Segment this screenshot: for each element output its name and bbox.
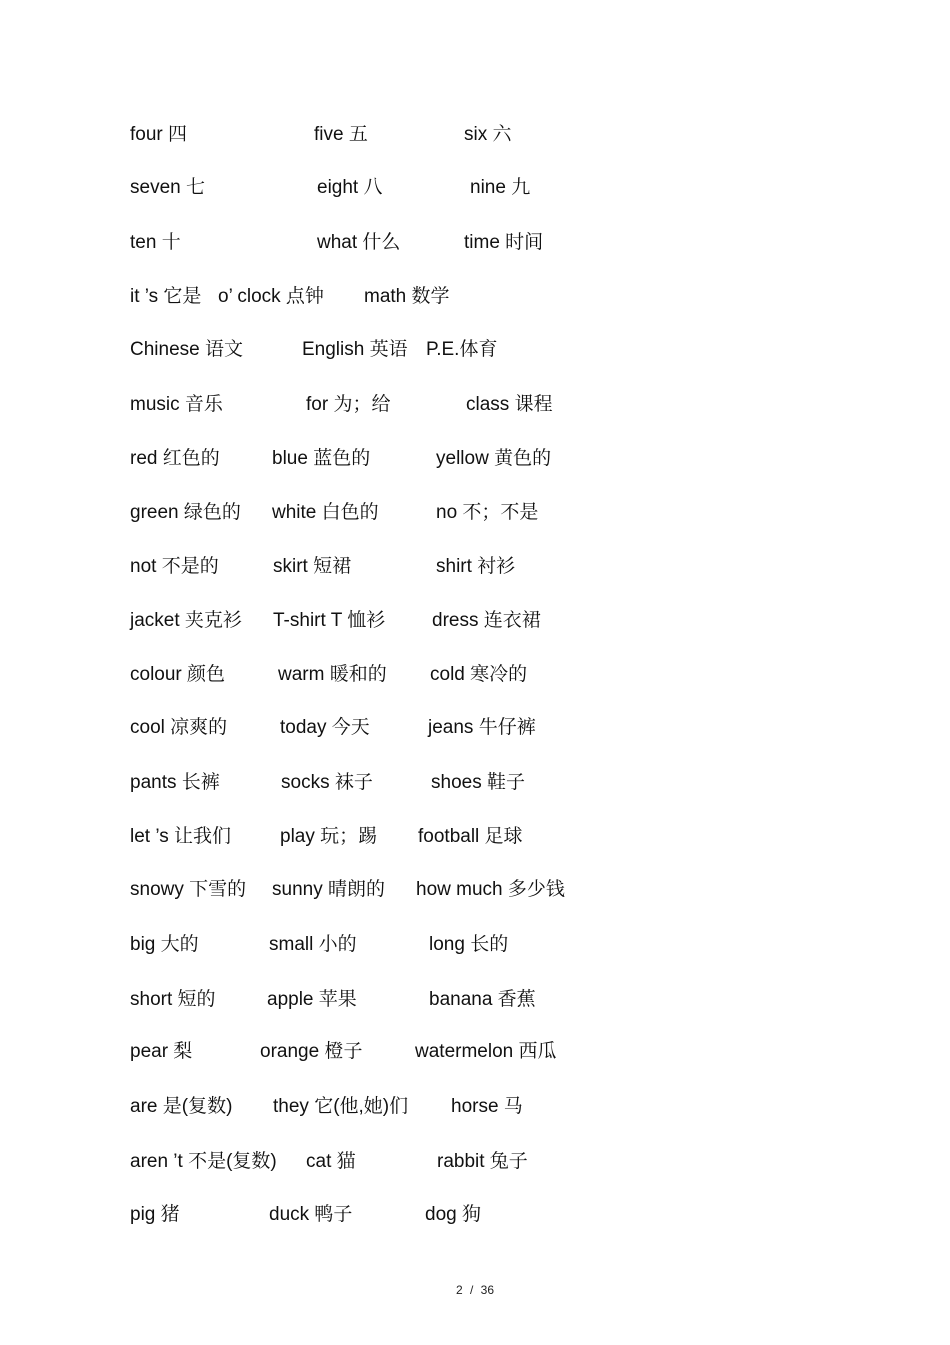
vocab-entry: o’ clock 点钟 xyxy=(218,286,324,307)
vocab-row xyxy=(0,444,950,474)
vocab-entry: let ’s 让我们 xyxy=(130,826,232,847)
vocab-entry: eight 八 xyxy=(317,177,383,198)
vocab-entry: orange 橙子 xyxy=(260,1041,363,1062)
vocab-entry: watermelon 西瓜 xyxy=(415,1041,557,1062)
vocab-entry: green 绿色的 xyxy=(130,502,241,523)
vocab-row xyxy=(0,606,950,636)
vocab-entry: warm 暖和的 xyxy=(278,664,387,685)
vocab-entry: colour 颜色 xyxy=(130,664,226,685)
vocab-entry: nine 九 xyxy=(470,177,531,198)
vocab-entry: four 四 xyxy=(130,124,188,145)
vocab-entry: aren ’t 不是(复数) xyxy=(130,1151,277,1172)
vocab-entry: socks 袜子 xyxy=(281,772,373,793)
vocab-entry: how much 多少钱 xyxy=(416,879,565,900)
vocab-row xyxy=(0,173,950,203)
vocab-entry: cold 寒冷的 xyxy=(430,664,528,685)
vocab-row xyxy=(0,335,950,365)
vocab-entry: yellow 黄色的 xyxy=(436,448,552,469)
vocab-entry: red 红色的 xyxy=(130,448,220,469)
vocab-entry: apple 苹果 xyxy=(267,989,357,1010)
vocab-row xyxy=(0,660,950,690)
vocab-entry: duck 鸭子 xyxy=(269,1204,353,1225)
vocab-entry: it ’s 它是 xyxy=(130,286,202,307)
vocab-entry: time 时间 xyxy=(464,232,544,253)
vocab-entry: jeans 牛仔裤 xyxy=(428,717,536,738)
current-page-number: 2 xyxy=(455,1283,463,1297)
vocab-entry: they 它(他,她)们 xyxy=(273,1096,409,1117)
vocab-row xyxy=(0,228,950,258)
total-page-count: 36 xyxy=(480,1283,495,1297)
vocab-row xyxy=(0,768,950,798)
vocab-entry: white 白色的 xyxy=(272,502,379,523)
vocab-entry: play 玩；踢 xyxy=(280,826,378,847)
vocab-row xyxy=(0,985,950,1015)
vocab-row xyxy=(0,1037,950,1067)
vocab-entry: big 大的 xyxy=(130,934,199,955)
vocab-entry: math 数学 xyxy=(364,286,450,307)
vocab-entry: small 小的 xyxy=(269,934,357,955)
vocab-entry: football 足球 xyxy=(418,826,523,847)
vocab-entry: not 不是的 xyxy=(130,556,219,577)
vocab-entry: what 什么 xyxy=(317,232,401,253)
vocab-entry: rabbit 兔子 xyxy=(437,1151,528,1172)
vocab-row xyxy=(0,822,950,852)
vocab-entry: music 音乐 xyxy=(130,394,223,415)
page-number xyxy=(0,1281,950,1299)
vocab-entry: cat 猫 xyxy=(306,1151,356,1172)
vocab-entry: ten 十 xyxy=(130,232,181,253)
vocab-entry: P.E.体育 xyxy=(426,339,498,360)
vocab-entry: dog 狗 xyxy=(425,1204,481,1225)
vocab-row xyxy=(0,1147,950,1177)
vocab-entry: English 英语 xyxy=(302,339,408,360)
vocab-row xyxy=(0,498,950,528)
vocab-entry: sunny 晴朗的 xyxy=(272,879,385,900)
page-separator: / xyxy=(469,1283,474,1297)
vocab-entry: six 六 xyxy=(464,124,512,145)
vocab-entry: pants 长裤 xyxy=(130,772,220,793)
vocab-row xyxy=(0,282,950,312)
vocab-entry: cool 凉爽的 xyxy=(130,717,228,738)
vocab-entry: pig 猪 xyxy=(130,1204,180,1225)
vocab-row xyxy=(0,713,950,743)
vocab-row xyxy=(0,390,950,420)
vocab-entry: shoes 鞋子 xyxy=(431,772,525,793)
vocab-entry: for 为；给 xyxy=(306,394,391,415)
vocab-entry: long 长的 xyxy=(429,934,509,955)
vocab-entry: shirt 衬衫 xyxy=(436,556,516,577)
vocab-entry: dress 连衣裙 xyxy=(432,610,541,631)
vocab-entry: skirt 短裙 xyxy=(273,556,352,577)
vocab-row xyxy=(0,875,950,905)
vocab-entry: are 是(复数) xyxy=(130,1096,233,1117)
vocab-row xyxy=(0,930,950,960)
vocab-entry: class 课程 xyxy=(466,394,553,415)
vocab-entry: banana 香蕉 xyxy=(429,989,536,1010)
vocab-entry: blue 蓝色的 xyxy=(272,448,371,469)
vocab-entry: T-shirt T 恤衫 xyxy=(273,610,386,631)
vocab-entry: no 不；不是 xyxy=(436,502,539,523)
vocab-entry: five 五 xyxy=(314,124,368,145)
vocab-row xyxy=(0,1092,950,1122)
vocab-entry: Chinese 语文 xyxy=(130,339,243,360)
vocab-entry: jacket 夹克衫 xyxy=(130,610,242,631)
vocab-entry: pear 梨 xyxy=(130,1041,193,1062)
vocab-entry: seven 七 xyxy=(130,177,205,198)
vocab-entry: short 短的 xyxy=(130,989,216,1010)
vocab-row xyxy=(0,1200,950,1230)
vocab-row xyxy=(0,552,950,582)
vocab-entry: snowy 下雪的 xyxy=(130,879,247,900)
vocab-row xyxy=(0,120,950,150)
vocab-entry: today 今天 xyxy=(280,717,370,738)
vocab-entry: horse 马 xyxy=(451,1096,523,1117)
